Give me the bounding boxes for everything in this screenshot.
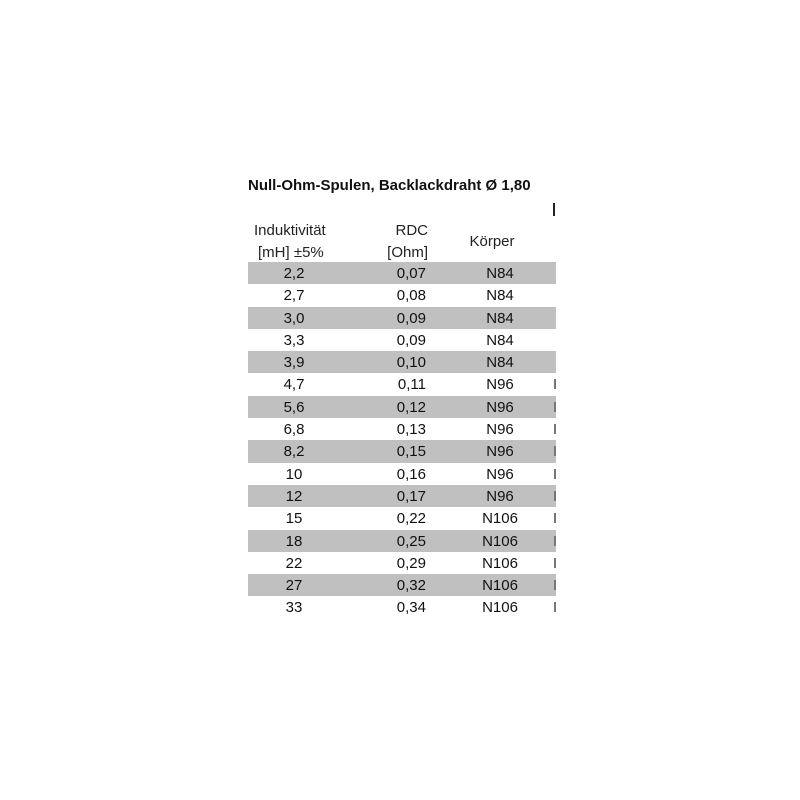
cell-induktivitaet: 33: [285, 599, 303, 617]
cell-koerper: N96: [486, 398, 514, 416]
cell-koerper: N84: [486, 354, 514, 372]
cell-induktivitaet: 3,0: [283, 309, 305, 327]
cell-rdc: 0,09: [396, 309, 426, 327]
header-induktivitaet-unit: [mH] ±5%: [258, 244, 324, 261]
cell-koerper: N106: [482, 554, 518, 572]
table-row: [248, 262, 556, 284]
cell-induktivitaet: 6,8: [283, 421, 305, 439]
clipped-cell-mark: [554, 469, 556, 479]
table-title: Null-Ohm-Spulen, Backlackdraht Ø 1,80: [248, 177, 531, 194]
cell-induktivitaet: 27: [285, 577, 303, 595]
table-row: [248, 307, 556, 329]
cell-koerper: N84: [486, 265, 514, 282]
cell-koerper: N106: [482, 599, 518, 617]
clipped-cell-mark: [554, 536, 556, 546]
header-rdc-label: RDC: [395, 222, 428, 239]
header-induktivitaet: [254, 220, 358, 264]
cell-rdc: 0,13: [396, 421, 426, 439]
cell-koerper: N96: [486, 443, 514, 461]
table-row: [248, 329, 556, 351]
table-row: [248, 373, 556, 395]
cell-koerper: N96: [486, 465, 514, 483]
table-row: [248, 351, 556, 373]
cell-koerper: N96: [486, 376, 514, 394]
table-row: [248, 463, 556, 485]
table-row: [248, 507, 556, 529]
clipped-cell-mark: [554, 446, 556, 456]
clipped-cell-mark: [554, 424, 556, 434]
clipped-cell-mark: [553, 203, 555, 216]
header-induktivitaet-label: Induktivität: [254, 222, 326, 239]
cell-induktivitaet: 2,7: [283, 287, 305, 305]
table-body: [248, 262, 556, 619]
cell-rdc: 0,32: [396, 577, 426, 595]
cell-rdc: 0,12: [396, 398, 426, 416]
table-row: [248, 396, 556, 418]
cell-induktivitaet: 4,7: [283, 376, 305, 394]
cell-rdc: 0,34: [396, 599, 426, 617]
table-row: [248, 440, 556, 462]
table-row: [248, 552, 556, 574]
table-row: [248, 530, 556, 552]
clipped-cell-mark: [554, 491, 556, 501]
cell-rdc: 0,15: [396, 443, 426, 461]
cell-rdc: 0,10: [396, 354, 426, 372]
cell-koerper: N106: [482, 577, 518, 595]
cell-rdc: 0,17: [396, 487, 426, 505]
clipped-cell-mark: [554, 402, 556, 412]
clipped-cell-mark: [554, 558, 556, 568]
cell-rdc: 0,11: [397, 376, 426, 394]
cell-induktivitaet: 12: [285, 487, 303, 505]
table-row: [248, 574, 556, 596]
header-rdc-unit: [Ohm]: [387, 244, 428, 261]
cell-rdc: 0,22: [396, 510, 426, 528]
cell-koerper: N84: [486, 331, 514, 349]
cell-rdc: 0,07: [396, 265, 426, 282]
clipped-cell-mark: [554, 379, 556, 389]
header-koerper: Körper: [469, 233, 515, 250]
cell-koerper: N84: [486, 309, 514, 327]
table-row: [248, 485, 556, 507]
cell-koerper: N96: [486, 421, 514, 439]
table-row: [248, 596, 556, 618]
table-row: [248, 284, 556, 306]
cell-rdc: 0,29: [396, 554, 426, 572]
clipped-cell-mark: [554, 580, 556, 590]
cell-induktivitaet: 10: [285, 465, 303, 483]
table-row: [248, 418, 556, 440]
cell-rdc: 0,09: [396, 331, 426, 349]
cell-induktivitaet: 22: [285, 554, 303, 572]
cell-induktivitaet: 8,2: [283, 443, 305, 461]
cell-induktivitaet: 18: [285, 532, 303, 550]
cell-induktivitaet: 15: [285, 510, 303, 528]
cell-induktivitaet: 3,3: [283, 331, 305, 349]
clipped-cell-mark: [554, 513, 556, 523]
header-rdc: [368, 220, 428, 264]
clipped-cell-mark: [554, 602, 556, 612]
cell-koerper: N96: [486, 487, 514, 505]
cell-induktivitaet: 5,6: [283, 398, 305, 416]
cell-koerper: N106: [482, 510, 518, 528]
cell-induktivitaet: 2,2: [283, 265, 305, 282]
cell-induktivitaet: 3,9: [283, 354, 305, 372]
cell-rdc: 0,25: [396, 532, 426, 550]
cell-koerper: N106: [482, 532, 518, 550]
cell-rdc: 0,16: [396, 465, 426, 483]
spreadsheet-crop: [248, 170, 556, 630]
cell-rdc: 0,08: [396, 287, 426, 305]
cell-koerper: N84: [486, 287, 514, 305]
